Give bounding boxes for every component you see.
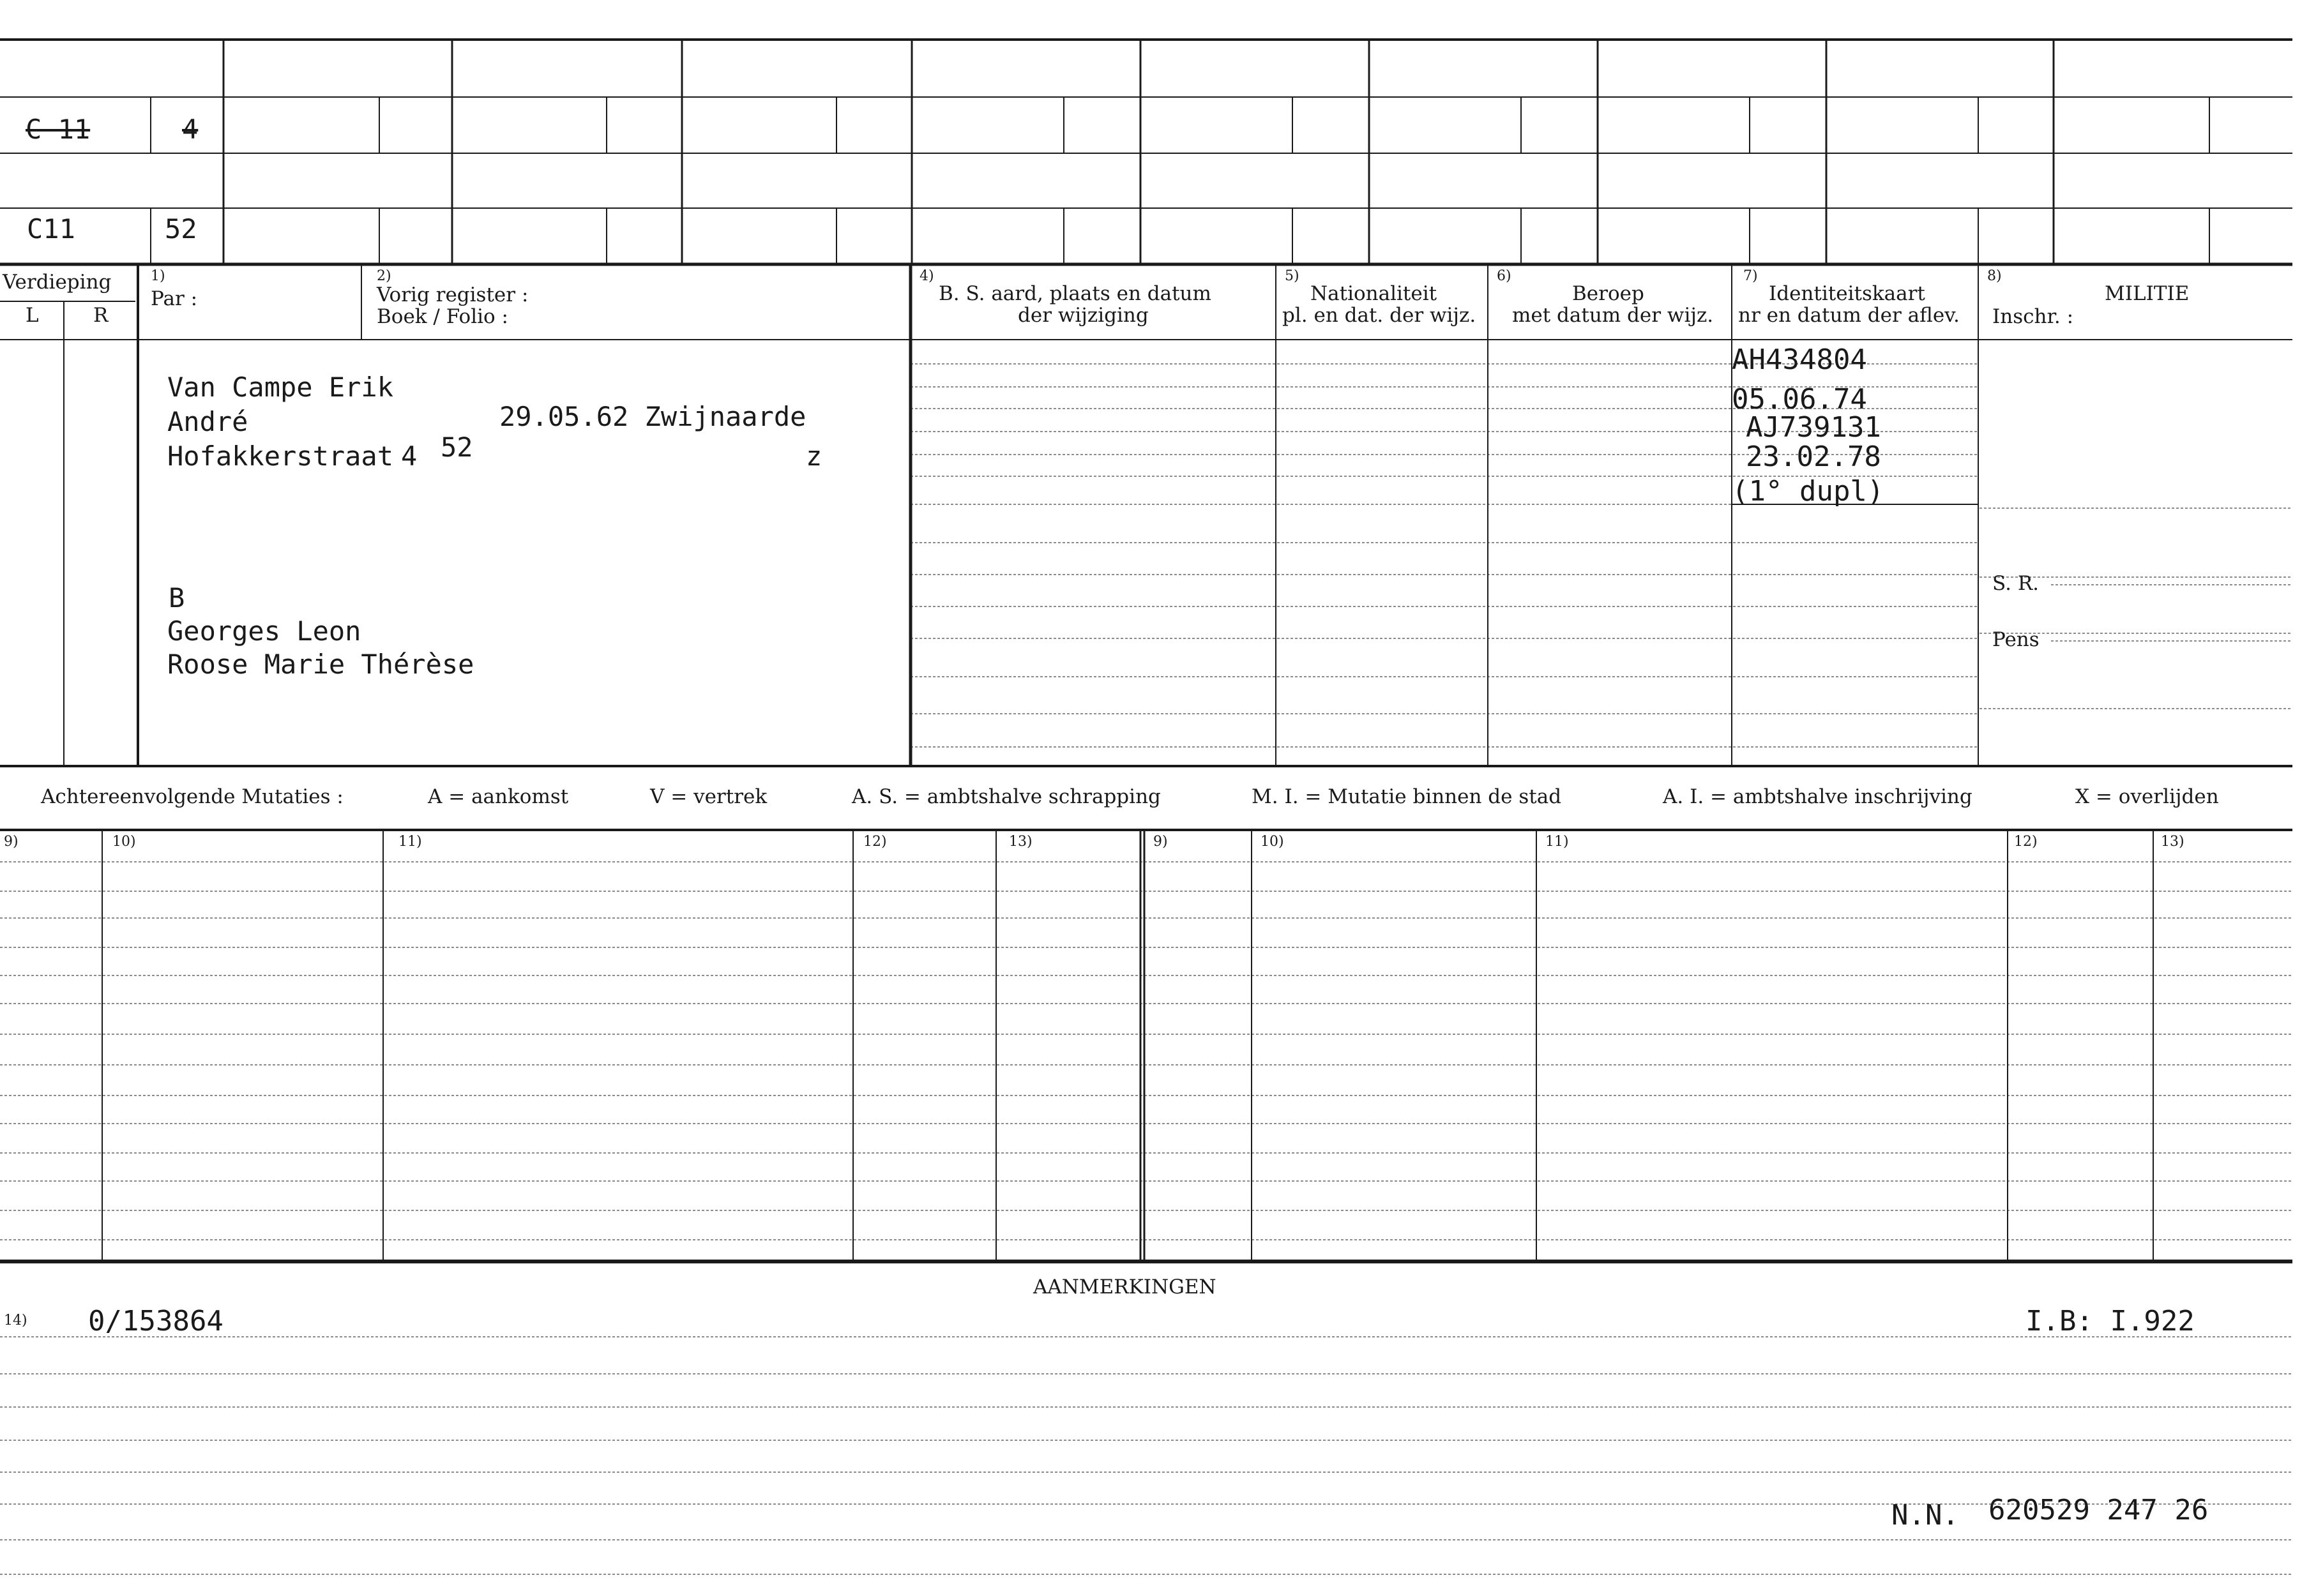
section-code: C11 — [27, 213, 75, 245]
person-name: Van Campe Erik — [167, 372, 394, 403]
col7-number: 7) — [1743, 268, 1758, 284]
vorig-register-label: Vorig register : — [377, 283, 529, 306]
birth-date-place: 29.05.62 Zwijnaarde — [499, 401, 806, 432]
mutation-col-9b: 9) — [1153, 834, 1168, 850]
mark-z: z — [806, 440, 822, 472]
floor-l-header: L — [26, 304, 39, 327]
col1-number: 1) — [151, 268, 165, 284]
person-first-name2: André — [167, 406, 248, 437]
national-number-prefix: N.N. — [1891, 1499, 1959, 1532]
father-name: Georges Leon — [167, 615, 361, 647]
col8-number: 8) — [1987, 268, 2002, 284]
mutation-col-11b: 11) — [1545, 834, 1569, 850]
mutation-col-11: 11) — [398, 834, 422, 850]
id-header-line2: nr en datum der aflev. — [1738, 304, 1960, 327]
legend-vertrek: V = vertrek — [650, 785, 768, 808]
old-house-number-crossed: 4 — [401, 440, 418, 472]
mother-name: Roose Marie Thérèse — [167, 649, 474, 680]
boek-folio-label: Boek / Folio : — [377, 305, 508, 328]
sr-label: S. R. — [1992, 572, 2040, 595]
pens-label: Pens — [1992, 628, 2040, 651]
ib-number: I.B: I.922 — [2025, 1305, 2195, 1337]
militie-header: MILITIE — [2105, 282, 2190, 305]
inschr-label: Inschr. : — [1992, 305, 2074, 328]
floor-r-header: R — [93, 304, 109, 327]
mutation-col-9: 9) — [4, 834, 19, 850]
house-number: 52 — [165, 213, 197, 245]
legend-ambtshalve-schrapping: A. S. = ambtshalve schrapping — [852, 785, 1161, 808]
mutations-legend-title: Achtereenvolgende Mutaties : — [41, 785, 344, 808]
id-card-duplicate: (1° dupl) — [1732, 475, 1884, 508]
nat-header-line2: pl. en dat. der wijz. — [1282, 304, 1476, 327]
col4-number: 4) — [920, 268, 934, 284]
id-card-2: AJ739131 — [1746, 411, 1881, 444]
id-card-1-date: 05.06.74 — [1732, 383, 1867, 416]
national-number: 620529 247 26 — [1988, 1494, 2209, 1526]
beroep-header-line1: Beroep — [1572, 282, 1644, 305]
remarks-number: 14) — [4, 1313, 27, 1329]
b-mark: B — [169, 582, 185, 614]
mutation-col-13b: 13) — [2161, 834, 2184, 850]
mutation-col-13: 13) — [1009, 834, 1033, 850]
col6-number: 6) — [1497, 268, 1511, 284]
bs-header-line1: B. S. aard, plaats en datum — [939, 282, 1211, 305]
mutation-col-10: 10) — [112, 834, 136, 850]
beroep-header-line2: met datum der wijz. — [1512, 304, 1714, 327]
id-card-1: AH434804 — [1732, 343, 1867, 376]
par-label: Par : — [151, 287, 198, 310]
dossier-number: 0/153864 — [88, 1305, 223, 1337]
mutation-col-10b: 10) — [1260, 834, 1284, 850]
nat-header-line1: Nationaliteit — [1310, 282, 1437, 305]
id-header-line1: Identiteitskaart — [1769, 282, 1925, 305]
mutation-col-12: 12) — [863, 834, 887, 850]
legend-overlijden: X = overlijden — [2075, 785, 2219, 808]
mutation-col-12b: 12) — [2014, 834, 2038, 850]
legend-aankomst: A = aankomst — [428, 785, 569, 808]
col2-number: 2) — [377, 268, 391, 284]
new-house-number: 52 — [441, 432, 473, 463]
legend-mutatie-binnen-stad: M. I. = Mutatie binnen de stad — [1252, 785, 1562, 808]
address-street: Hofakkerstraat — [167, 440, 394, 472]
old-house-number: 4 — [182, 114, 199, 145]
col5-number: 5) — [1285, 268, 1299, 284]
remarks-title: AANMERKINGEN — [1033, 1276, 1216, 1299]
bs-header-line2: der wijziging — [1018, 304, 1149, 327]
verdieping-header: Verdieping — [3, 271, 112, 294]
legend-ambtshalve-inschrijving: A. I. = ambtshalve inschrijving — [1663, 785, 1972, 808]
old-section-code: C 11 — [26, 114, 91, 145]
id-card-2-date: 23.02.78 — [1746, 440, 1881, 473]
